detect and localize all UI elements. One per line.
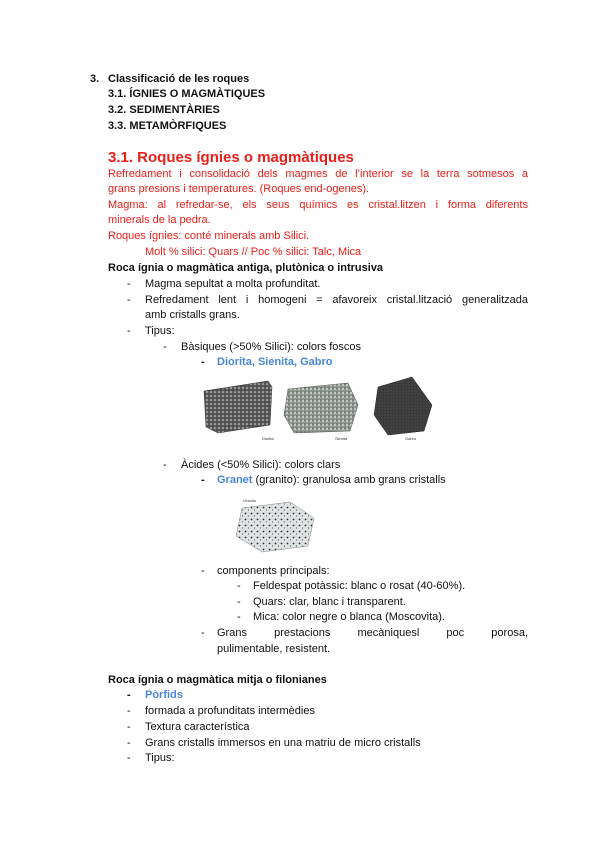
diorita-caption: Diorita — [262, 436, 274, 441]
component-quartz: Quars: clar, blanc i transparent. — [253, 596, 406, 608]
filonian-heading: Roca ígnia o magmàtica mitja o filonianes — [108, 674, 327, 686]
bullet-dash: - — [201, 627, 205, 639]
bullet-dash: - — [201, 474, 205, 486]
bullet-dash: - — [127, 752, 131, 764]
bullet-dash: - — [201, 356, 205, 368]
silicon-note: Roques ígnies: conté minerals amb Silici. — [108, 230, 310, 242]
magma-line-1: Magma: al refredar-se, els seus químics es cristal.litzen i forma diferents — [108, 199, 528, 211]
bullet-dash: - — [127, 721, 131, 733]
component-feldspar: Feldespat potàssic: blanc o rosat (40-60%). — [253, 580, 466, 592]
bullet-dash: - — [127, 705, 131, 717]
plutonic-bullet-1: Magma sepultat a molta profunditat. — [145, 278, 321, 290]
toc-item-sedimentary: 3.2. SEDIMENTÀRIES — [108, 104, 220, 116]
toc-item-metamorphic: 3.3. METAMÒRFIQUES — [108, 120, 227, 132]
component-mica: Mica: color negre o blanca (Moscovita). — [253, 611, 445, 623]
bullet-dash: - — [127, 737, 131, 749]
magma-line-2: minerals de la pedra. — [108, 214, 211, 226]
bullet-dash: - — [163, 459, 167, 471]
bullet-dash: - — [127, 294, 131, 306]
bullet-dash: - — [163, 341, 167, 353]
bullet-dash: - — [201, 565, 205, 577]
gabro-rock — [374, 377, 432, 435]
acid-type: Àcides (<50% Silici): colors clars — [181, 459, 341, 471]
intro-line-1: Refredament i consolidació dels magmes de l’interior se la terra sotmesos a — [108, 168, 528, 180]
plutonic-bullet-2-line-2: amb cristalls grans. — [145, 309, 240, 321]
plutonic-types-label: Tipus: — [145, 325, 175, 337]
plutonic-heading: Roca ígnia o magmàtica antiga, plutònica o intrusiva — [108, 262, 384, 274]
toc-item-igneous: 3.1. ÍGNIES O MAGMÀTIQUES — [108, 88, 266, 100]
components-label: components principals: — [217, 565, 330, 577]
gabro-caption: Gabro — [405, 436, 417, 441]
granite-properties-line-1: Grans prestacions mecàniquesl poc porosa, — [217, 627, 528, 639]
granite-caption: Granito — [243, 498, 257, 503]
granet-name: Granet — [217, 474, 253, 486]
bullet-dash: - — [127, 278, 131, 290]
basic-rock-images — [198, 375, 436, 445]
basic-examples: Diorita, Sienita, Gabro — [217, 356, 333, 368]
bullet-dash: - — [237, 596, 241, 608]
toc-number: 3. — [90, 73, 100, 85]
filonian-bullet-4: Grans cristalls immersos en una matriu de micro cristalls — [145, 737, 421, 749]
plutonic-bullet-2-line-1: Refredament lent i homogeni = afavoreix cristal.lització generalitzada — [145, 294, 528, 306]
filonian-types-label: Tipus: — [145, 752, 175, 764]
basic-type: Bàsiques (>50% Silici): colors foscos — [181, 341, 362, 353]
porfids-label: Pòrfids — [145, 689, 183, 701]
bullet-dash: - — [237, 611, 241, 623]
silicon-percent: Molt % silici: Quars // Poc % silici: Talc, Mica — [145, 246, 362, 258]
granite-image — [232, 494, 316, 554]
section-heading: 3.1. Roques ígnies o magmàtiques — [108, 149, 354, 166]
sienita-rock — [284, 383, 358, 433]
sienita-caption: Sienita — [335, 436, 348, 441]
bullet-dash: - — [127, 689, 131, 701]
granite-rock — [236, 502, 314, 552]
intro-line-2: grans presions i temperatures. (Roques end-ogenes). — [108, 183, 370, 195]
filonian-bullet-3: Textura característica — [145, 721, 250, 733]
diorita-rock — [204, 381, 272, 433]
bullet-dash: - — [127, 325, 131, 337]
granet-description: (granito): granulosa amb grans cristalls — [252, 474, 446, 486]
granite-properties-line-2: pulimentable, resistent. — [217, 643, 331, 655]
toc-title: Classificació de les roques — [108, 73, 250, 85]
bullet-dash: - — [237, 580, 241, 592]
filonian-bullet-2: formada a profunditats intermèdies — [145, 705, 315, 717]
